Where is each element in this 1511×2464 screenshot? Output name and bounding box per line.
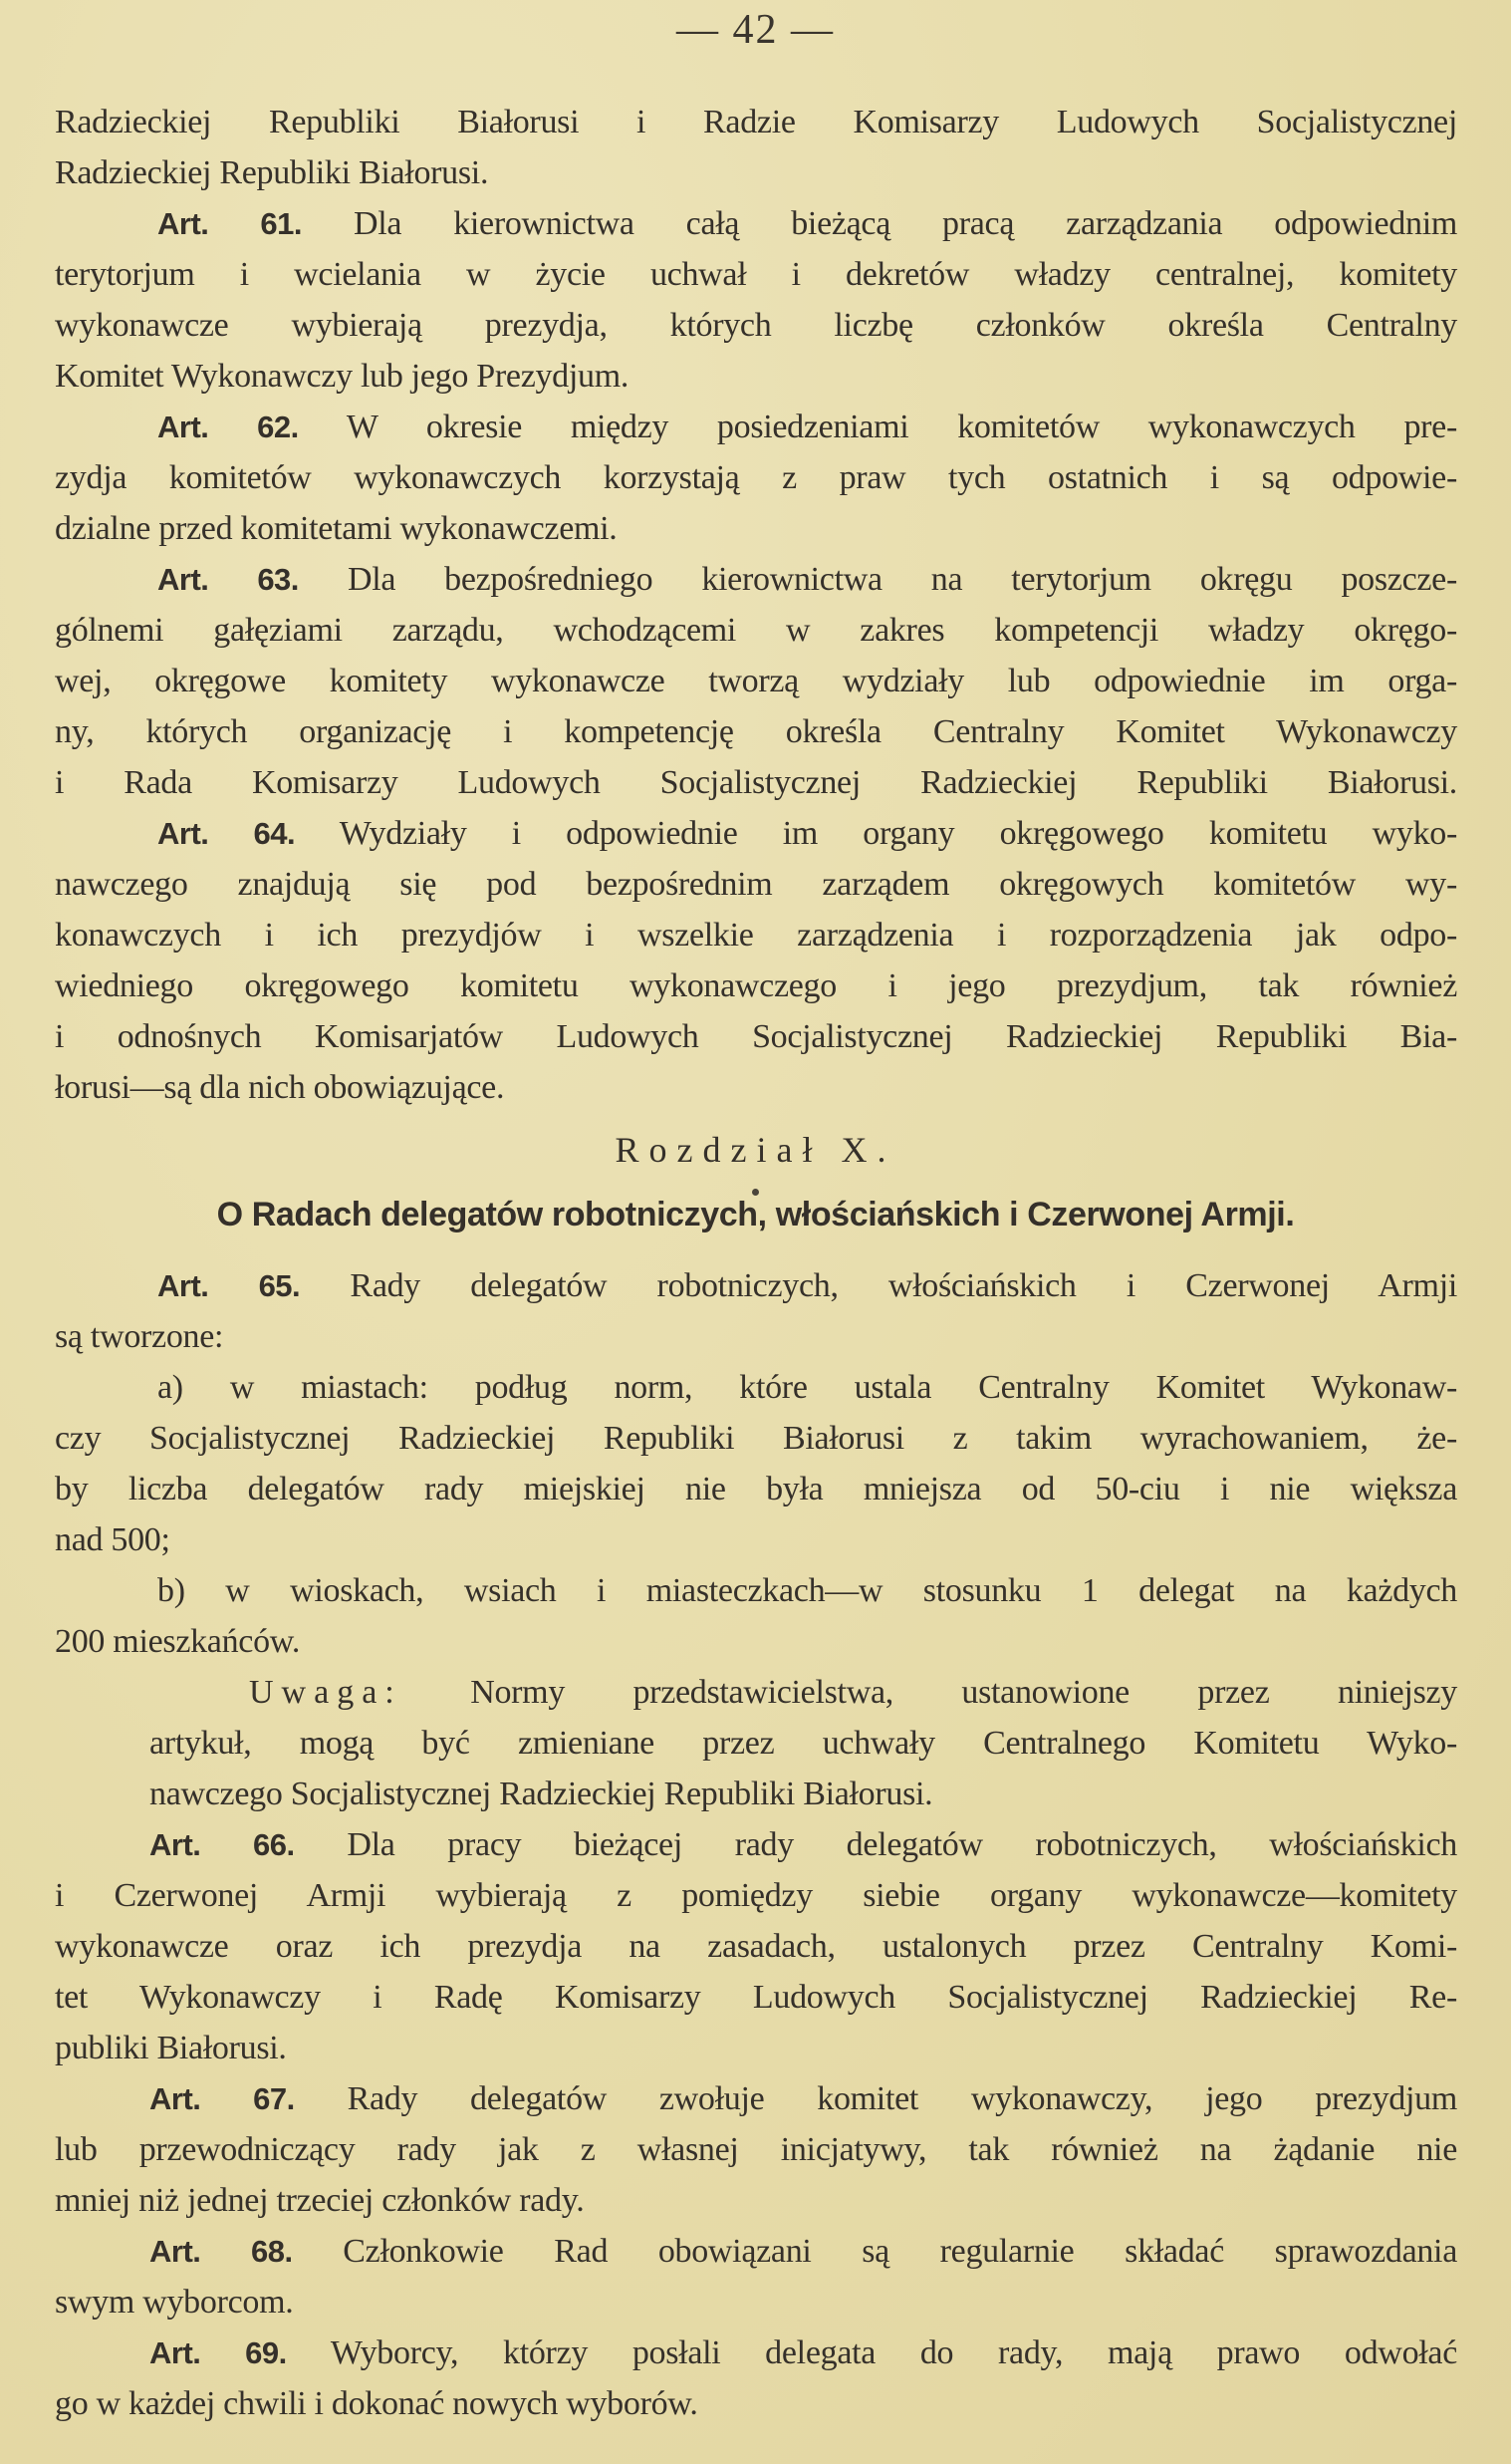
- text-line: tet Wykonawczy i Radę Komisarzy Ludowych Socjalistycznej Radzieckiej Re-: [55, 1979, 1457, 2016]
- text-line: czy Socjalistycznej Radzieckiej Republiki Białorusi z takim wyrachowaniem, że-: [55, 1420, 1457, 1457]
- text-line: dzialne przed komitetami wykonawczemi.: [55, 510, 618, 547]
- text-span: Dla kierownictwa całą bieżącą pracą zarządzania odpowiednim: [301, 205, 1457, 242]
- ornament-dot: [752, 1189, 759, 1196]
- chapter-heading: Rozdział X.: [615, 1130, 896, 1170]
- text-line: wiedniego okręgowego komitetu wykonawczego i jego prezydjum, tak również: [55, 967, 1457, 1004]
- text-line: gólnemi gałęziami zarządu, wchodzącemi w zakres kompetencji władzy okręgo-: [55, 612, 1457, 649]
- text-line: konawczych i ich prezydjów i wszelkie zarządzenia i rozporządzenia jak odpo-: [55, 917, 1457, 954]
- article-65-first-line: [157, 1261, 1457, 1311]
- text-line: wykonawcze wybierają prezydja, których liczbę członków określa Centralny: [55, 307, 1457, 344]
- text-line: artykuł, mogą być zmieniane przez uchwały Centralnego Komitetu Wyko-: [149, 1725, 1457, 1762]
- text-line: nawczego znajdują się pod bezpośrednim zarządem okręgowych komitetów wy-: [55, 866, 1457, 903]
- article-68-first-line: [149, 2227, 1457, 2277]
- article-67-first-line: [149, 2074, 1457, 2124]
- article-63-first-line: [157, 555, 1457, 605]
- article-label: Art. 66.: [149, 1827, 295, 1862]
- note-label: Uwaga:: [249, 1674, 402, 1711]
- chapter-title: O Radach delegatów robotniczych, włościańskich i Czerwonej Armji.: [216, 1196, 1295, 1233]
- text-line: nawczego Socjalistycznej Radzieckiej Republiki Białorusi.: [149, 1776, 933, 1812]
- text-line: Radzieckiej Republiki Białorusi i Radzie Komisarzy Ludowych Socjalistycznej: [55, 104, 1457, 140]
- article-label: Art. 69.: [149, 2335, 287, 2370]
- text-line: łorusi—są dla nich obowiązujące.: [55, 1069, 505, 1106]
- text-line: i Czerwonej Armji wybierają z pomiędzy siebie organy wykonawcze—komitety: [55, 1877, 1457, 1914]
- text-line: b) w wioskach, wsiach i miasteczkach—w stosunku 1 delegat na każdych: [157, 1572, 1457, 1609]
- text-line: by liczba delegatów rady miejskiej nie była mniejsza od 50-ciu i nie większa: [55, 1471, 1457, 1507]
- article-66-first-line: [149, 1820, 1457, 1870]
- text-span: Dla bezpośredniego kierownictwa na terytorjum okręgu poszcze-: [298, 561, 1457, 598]
- text-span: Członkowie Rad obowiązani są regularnie składać sprawozdania: [292, 2233, 1457, 2270]
- page-number: — 42 —: [676, 7, 835, 53]
- article-62-first-line: [157, 403, 1457, 452]
- text-line: wykonawcze oraz ich prezydja na zasadach, ustalonych przez Centralny Komi-: [55, 1928, 1457, 1965]
- text-line: ny, których organizację i kompetencję określa Centralny Komitet Wykonawczy: [55, 713, 1457, 750]
- text-line: wej, okręgowe komitety wykonawcze tworzą wydziały lub odpowiednie im orga-: [55, 663, 1457, 699]
- text-span: W okresie między posiedzeniami komitetów wykonawczych pre-: [298, 409, 1457, 445]
- article-label: Art. 67.: [149, 2081, 295, 2116]
- text-span: Wydziały i odpowiednie im organy okręgowego komitetu wyko-: [295, 815, 1457, 852]
- article-label: Art. 65.: [157, 1268, 301, 1303]
- text-line: zydja komitetów wykonawczych korzystają z praw tych ostatnich i są odpowie-: [55, 459, 1457, 496]
- article-label: Art. 63.: [157, 562, 299, 597]
- text-span: Wyborcy, którzy posłali delegata do rady, mają prawo odwołać: [286, 2334, 1457, 2371]
- text-line: lub przewodniczący rady jak z własnej inicjatywy, tak również na żądanie nie: [55, 2131, 1457, 2168]
- text-line: i odnośnych Komisarjatów Ludowych Socjalistycznej Radzieckiej Republiki Bia-: [55, 1018, 1457, 1055]
- text-span: Dla pracy bieżącej rady delegatów robotniczych, włościańskich: [294, 1826, 1457, 1863]
- article-61-first-line: [157, 199, 1457, 249]
- text-line: publiki Białorusi.: [55, 2030, 287, 2066]
- text-span: Normy przedstawicielstwa, ustanowione przez niniejszy: [401, 1674, 1457, 1711]
- article-69-first-line: [149, 2328, 1457, 2378]
- article-label: Art. 61.: [157, 206, 302, 241]
- text-line: a) w miastach: podług norm, które ustala Centralny Komitet Wykonaw-: [157, 1369, 1457, 1406]
- text-line: terytorjum i wcielania w życie uchwał i dekretów władzy centralnej, komitety: [55, 256, 1457, 293]
- text-line: Komitet Wykonawczy lub jego Prezydjum.: [55, 358, 630, 395]
- text-line: go w każdej chwili i dokonać nowych wyborów.: [55, 2385, 698, 2422]
- text-line: swym wyborcom.: [55, 2284, 294, 2321]
- note-first-line: [249, 1668, 1457, 1718]
- text-line: Radzieckiej Republiki Białorusi.: [55, 154, 489, 191]
- text-line: mniej niż jednej trzeciej członków rady.: [55, 2182, 585, 2219]
- text-line: nad 500;: [55, 1521, 170, 1558]
- text-line: 200 mieszkańców.: [55, 1623, 301, 1660]
- text-span: Rady delegatów zwołuje komitet wykonawczy, jego prezydjum: [294, 2080, 1457, 2117]
- text-line: są tworzone:: [55, 1318, 224, 1355]
- article-64-first-line: [157, 809, 1457, 859]
- text-span: Rady delegatów robotniczych, włościańskich i Czerwonej Armji: [300, 1267, 1457, 1304]
- text-line: i Rada Komisarzy Ludowych Socjalistycznej Radzieckiej Republiki Białorusi.: [55, 764, 1457, 801]
- article-label: Art. 68.: [149, 2234, 293, 2269]
- article-label: Art. 64.: [157, 816, 296, 851]
- article-label: Art. 62.: [157, 410, 299, 444]
